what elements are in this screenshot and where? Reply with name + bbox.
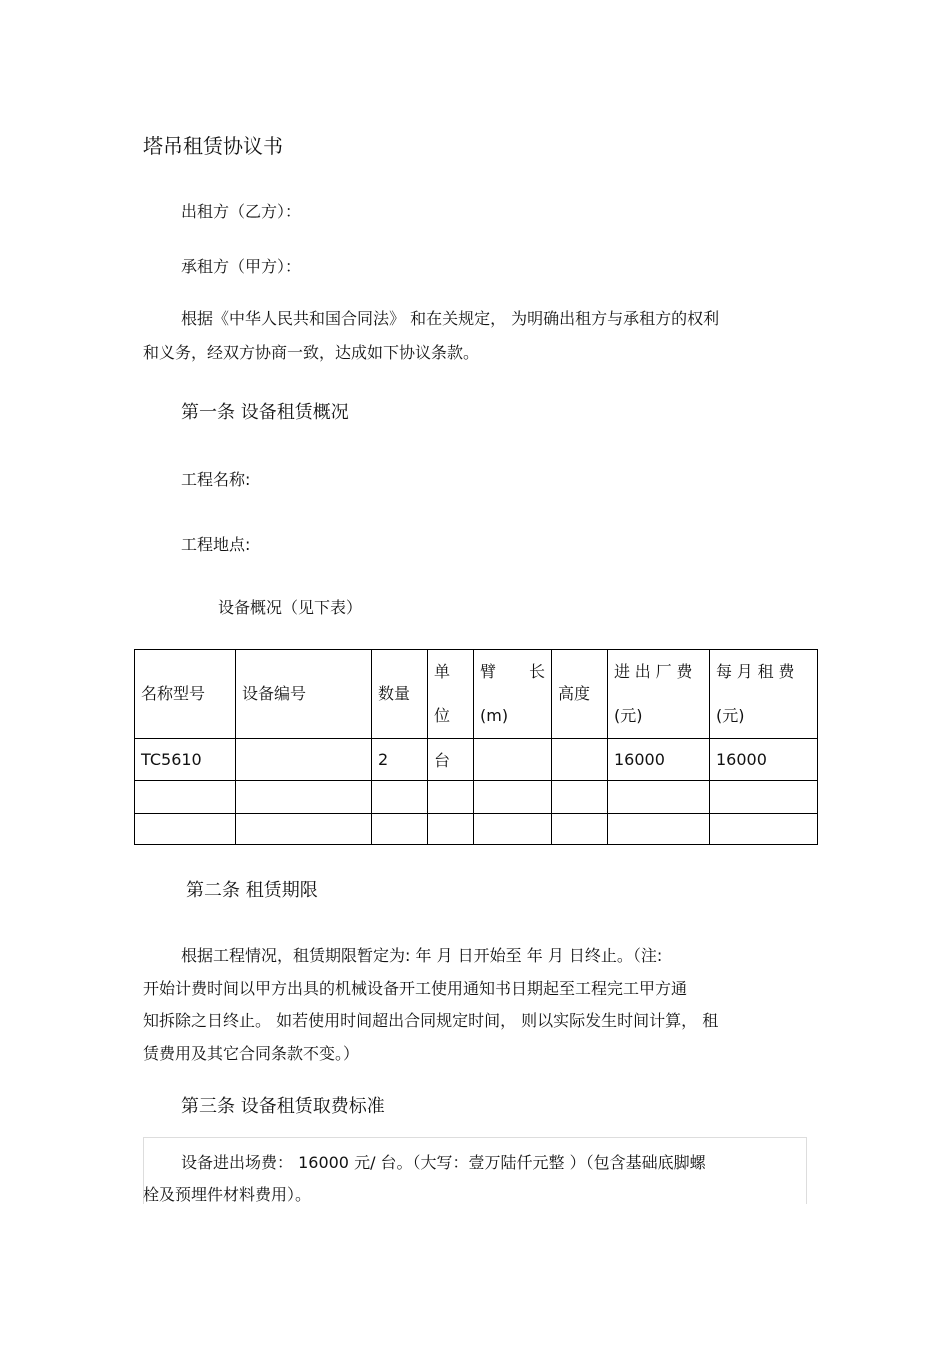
article-3-heading: 第三条 设备租赁取费标准	[181, 1096, 385, 1117]
header-fee-unit: (元)	[614, 706, 643, 725]
cell-model	[135, 781, 236, 814]
header-arm-unit: (m)	[480, 706, 509, 725]
header-height: 高度	[552, 650, 608, 739]
document-title: 塔吊租赁协议书	[143, 134, 283, 158]
cell-model: TC5610	[135, 739, 236, 781]
cell-arm-length	[474, 739, 552, 781]
cell-height	[552, 814, 608, 845]
article-2-line-2: 开始计费时间以甲方出具的机械设备开工使用通知书日期起至工程完工甲方通	[143, 979, 688, 998]
article-2-heading: 第二条 租赁期限	[186, 880, 318, 901]
article-3-line-1: 设备进出场费： 16000 元/ 台。（大写：壹万陆仟元整 ）（包含基础底脚螺	[181, 1153, 706, 1172]
cell-quantity	[372, 814, 428, 845]
cell-arm-length	[474, 781, 552, 814]
cell-equipment-number	[236, 781, 372, 814]
header-fee-a: 进出厂费	[614, 662, 698, 681]
intro-line-2: 和义务，经双方协商一致，达成如下协议条款。	[143, 343, 480, 362]
cell-monthly-rent	[710, 781, 818, 814]
project-name-label: 工程名称:	[181, 470, 251, 489]
lessor-label: 出租方（乙方）：	[181, 202, 302, 221]
article-2-line-3: 知拆除之日终止。 如若使用时间超出合同规定时间， 则以实际发生时间计算， 租	[143, 1011, 719, 1030]
header-equipment-number: 设备编号	[236, 650, 372, 739]
article-3-line-2: 栓及预埋件材料费用）。	[143, 1185, 312, 1204]
header-quantity: 数量	[372, 650, 428, 739]
header-monthly-unit: (元)	[716, 706, 745, 725]
table-caption: 设备概况（见下表）	[218, 598, 363, 617]
header-unit-a: 单	[434, 662, 451, 681]
header-monthly-rent	[710, 650, 818, 739]
cell-height	[552, 781, 608, 814]
cell-equipment-number	[236, 739, 372, 781]
header-entry-exit-fee	[608, 650, 710, 739]
equipment-table	[134, 649, 818, 845]
header-arm-a: 臂	[480, 662, 497, 681]
cell-entry-exit-fee	[608, 781, 710, 814]
cell-model	[135, 814, 236, 845]
header-model: 名称型号	[135, 650, 236, 739]
article-1-heading: 第一条 设备租赁概况	[181, 402, 349, 423]
cell-quantity	[372, 781, 428, 814]
header-unit	[428, 650, 474, 739]
cell-entry-exit-fee	[608, 814, 710, 845]
cell-entry-exit-fee: 16000	[608, 739, 710, 781]
cell-unit: 台	[428, 739, 474, 781]
table-row	[135, 739, 818, 781]
intro-line-1: 根据《中华人民共和国合同法》 和在关规定， 为明确出租方与承租方的权利	[181, 309, 720, 328]
header-arm-b: 长	[528, 662, 545, 681]
cell-arm-length	[474, 814, 552, 845]
table-row	[135, 814, 818, 845]
cell-equipment-number	[236, 814, 372, 845]
lessee-label: 承租方（甲方）：	[181, 257, 302, 276]
header-unit-b: 位	[434, 706, 451, 725]
cell-monthly-rent	[710, 814, 818, 845]
cell-quantity: 2	[372, 739, 428, 781]
article-2-line-4: 赁费用及其它合同条款不变。）	[143, 1044, 360, 1063]
cell-unit	[428, 781, 474, 814]
cell-monthly-rent: 16000	[710, 739, 818, 781]
table-row	[135, 781, 818, 814]
header-arm-length	[474, 650, 552, 739]
table-header-row	[135, 650, 818, 739]
cell-unit	[428, 814, 474, 845]
header-monthly-a: 每月租费	[716, 662, 800, 681]
cell-height	[552, 739, 608, 781]
article-2-line-1: 根据工程情况，租赁期限暂定为: 年 月 日开始至 年 月 日终止。（注:	[181, 946, 663, 965]
project-location-label: 工程地点:	[181, 535, 251, 554]
